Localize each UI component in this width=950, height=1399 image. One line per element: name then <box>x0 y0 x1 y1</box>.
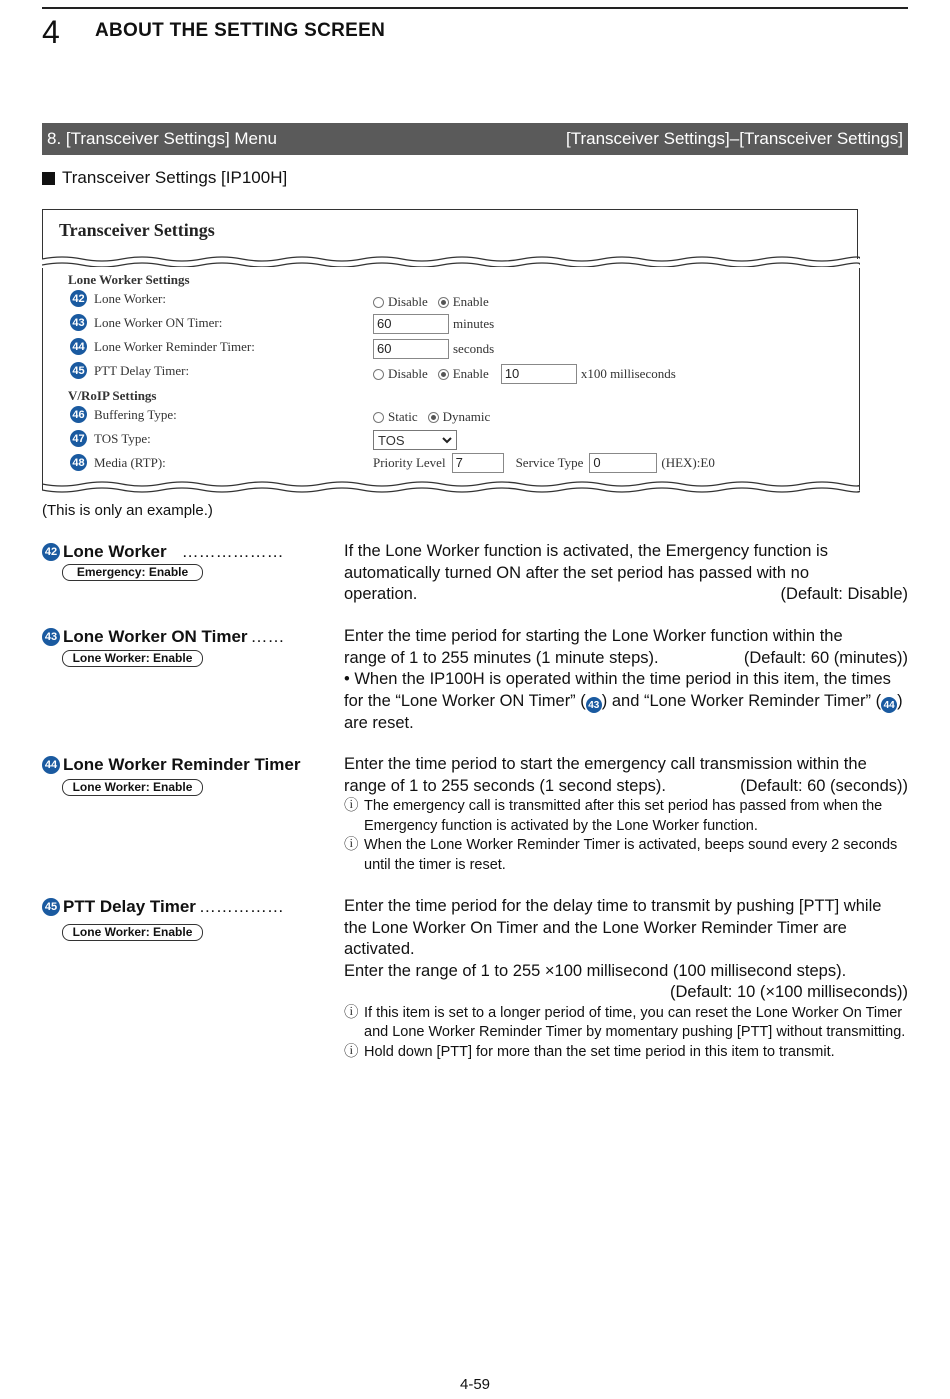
ptt-delay-enable-radio[interactable] <box>438 369 449 380</box>
item-on-timer-description <box>344 626 908 735</box>
screenshot-title-panel <box>42 209 858 259</box>
lone-worker-disable-radio[interactable] <box>373 297 384 308</box>
number-badge-icon: 46 <box>70 406 87 423</box>
torn-edge-top <box>42 255 860 267</box>
bullet-note <box>344 669 908 735</box>
description-text: Enter the range of 1 to 255 ×100 millisecond (100 millisecond steps). <box>344 961 847 980</box>
condition-badge: Lone Worker: Enable <box>62 650 203 667</box>
number-badge-icon: 43 <box>42 628 60 646</box>
default-value: (Default: Disable) <box>780 585 908 603</box>
ptt-delay-input[interactable]: 10 <box>501 364 577 384</box>
top-rule <box>42 7 908 9</box>
number-badge-icon: 42 <box>70 290 87 307</box>
number-badge-icon: 45 <box>70 362 87 379</box>
row-reminder-timer-label <box>70 338 255 355</box>
lone-worker-disable-label: Disable <box>388 294 428 309</box>
ptt-delay-label: PTT Delay Timer: <box>94 362 190 378</box>
voip-settings-heading: V/RoIP Settings <box>68 388 157 403</box>
ptt-delay-control <box>373 364 676 384</box>
buffering-static-radio[interactable] <box>373 412 384 423</box>
row-ptt-delay-label <box>70 362 189 379</box>
info-text: Hold down [PTT] for more than the set time period in this item to transmit. <box>364 1043 835 1060</box>
item-name-text: Lone Worker <box>63 542 167 561</box>
screenshot-body <box>42 268 860 490</box>
row-buffering-label <box>70 406 177 423</box>
info-text: When the Lone Worker Reminder Timer is activated, beeps sound every 2 seconds until the timer is reset. <box>364 837 898 873</box>
page-number: 4-59 <box>459 1376 491 1393</box>
item-on-timer-name <box>42 627 285 647</box>
info-note <box>344 836 908 875</box>
description-text: If the Lone Worker function is activated, the Emergency function is automatically turned ON after the set period has passed with no <box>344 542 828 582</box>
row-media-label <box>70 454 166 471</box>
row-tos-label <box>70 430 151 447</box>
lone-worker-enable-label: Enable <box>452 294 489 309</box>
bullet-text: • When the IP100H is operated within the time period in this item, the times for the “Lone Worker ON Timer” ( <box>344 670 891 710</box>
default-value: (Default: 60 (minutes)) <box>743 648 908 667</box>
menu-bar-right: [Transceiver Settings]–[Transceiver Settings] <box>566 129 903 148</box>
reminder-timer-label: Lone Worker Reminder Timer: <box>94 338 255 354</box>
buffering-dynamic-label: Dynamic <box>442 409 491 424</box>
condition-badge: Lone Worker: Enable <box>62 779 203 796</box>
tos-label: TOS Type: <box>94 430 151 446</box>
service-type-input[interactable]: 0 <box>589 453 657 473</box>
torn-edge-bottom <box>42 481 860 493</box>
service-type-label: Service Type <box>515 455 584 470</box>
default-value: (Default: 60 (seconds)) <box>740 776 908 795</box>
leader-dots: ……………… <box>181 542 284 561</box>
tos-select-value: TOS <box>378 432 405 448</box>
info-icon: ⓘ <box>344 798 359 814</box>
description-text: range of 1 to 255 seconds (1 second steps). <box>344 776 666 795</box>
item-name-text: Lone Worker ON Timer <box>63 627 248 646</box>
info-note <box>344 797 908 836</box>
item-ptt-delay-description <box>344 896 908 1062</box>
ptt-delay-unit: x100 milliseconds <box>580 366 676 381</box>
tos-control <box>373 430 457 450</box>
ptt-delay-disable-radio[interactable] <box>373 369 384 380</box>
buffering-static-label: Static <box>388 409 418 424</box>
default-value: (Default: 10 (×100 milliseconds)) <box>670 983 908 1001</box>
description-default-line <box>344 648 908 670</box>
item-name-text: Lone Worker Reminder Timer <box>63 755 301 774</box>
number-badge-icon: 43 <box>70 314 87 331</box>
buffering-control <box>373 409 490 425</box>
description-text: Enter the time period for starting the Lone Worker function within the <box>344 627 843 645</box>
number-badge-icon: 43 <box>586 697 602 713</box>
description-default-line <box>344 584 908 606</box>
media-label: Media (RTP): <box>94 454 166 470</box>
chevron-down-icon <box>442 437 452 444</box>
description-text: operation. <box>344 585 418 603</box>
priority-level-input[interactable]: 7 <box>452 453 504 473</box>
info-icon: ⓘ <box>344 1004 359 1021</box>
condition-badge: Lone Worker: Enable <box>62 924 203 941</box>
bullet-text: ) are reset. <box>344 691 903 733</box>
info-icon: ⓘ <box>344 837 359 853</box>
number-badge-icon: 42 <box>42 543 60 561</box>
description-default-line <box>344 776 908 798</box>
item-lone-worker-name <box>42 542 284 562</box>
item-reminder-timer-name <box>42 755 300 775</box>
ptt-delay-enable-label: Enable <box>452 366 489 381</box>
item-reminder-timer-description <box>344 754 908 875</box>
square-bullet-icon <box>42 172 55 185</box>
reminder-timer-control <box>373 339 494 359</box>
reminder-timer-unit: seconds <box>453 341 495 356</box>
item-lone-worker-description <box>344 541 908 606</box>
description-text: Enter the time period for the delay time to transmit by pushing [PTT] while the Lone Worker On Timer and the Lone Worker Reminder Timer are activated. <box>344 897 882 958</box>
lone-worker-enable-radio[interactable] <box>438 297 449 308</box>
condition-badge: Emergency: Enable <box>62 564 203 581</box>
bullet-text: ) and “Lone Worker Reminder Timer” ( <box>601 691 882 710</box>
row-on-timer-label <box>70 314 222 331</box>
subheading <box>42 168 287 188</box>
number-badge-icon: 47 <box>70 430 87 447</box>
info-text: The emergency call is transmitted after this set period has passed from when the Emergency function is activated by the Lone Worker function. <box>364 798 883 834</box>
on-timer-control <box>373 314 494 334</box>
screenshot-title: Transceiver Settings <box>59 220 215 240</box>
tos-select[interactable] <box>373 430 457 450</box>
number-badge-icon: 48 <box>70 454 87 471</box>
buffering-label: Buffering Type: <box>94 406 177 422</box>
leader-dots: …………… <box>198 897 284 916</box>
on-timer-input[interactable]: 60 <box>373 314 449 334</box>
number-badge-icon: 44 <box>70 338 87 355</box>
chapter-title: ABOUT THE SETTING SCREEN <box>95 20 386 41</box>
info-note <box>344 1043 908 1063</box>
number-badge-icon: 44 <box>881 697 897 713</box>
chapter-number: 4 <box>42 14 60 50</box>
leader-dots: …… <box>250 627 285 646</box>
media-control <box>373 453 715 473</box>
lone-worker-label: Lone Worker: <box>94 290 166 306</box>
description-text: Enter the time period to start the emergency call transmission within the <box>344 755 867 773</box>
info-icon: ⓘ <box>344 1043 359 1060</box>
number-badge-icon: 45 <box>42 898 60 916</box>
item-ptt-delay-name <box>42 897 284 917</box>
example-note: (This is only an example.) <box>42 502 213 519</box>
reminder-timer-input[interactable]: 60 <box>373 339 449 359</box>
on-timer-label: Lone Worker ON Timer: <box>94 314 223 330</box>
menu-bar <box>42 123 908 155</box>
lone-worker-settings-heading: Lone Worker Settings <box>68 272 190 287</box>
priority-level-label: Priority Level <box>373 455 446 470</box>
number-badge-icon: 44 <box>42 756 60 774</box>
description-text: range of 1 to 255 minutes (1 minute steps). <box>344 648 659 667</box>
buffering-dynamic-radio[interactable] <box>428 412 439 423</box>
on-timer-unit: minutes <box>453 316 495 331</box>
info-text: If this item is set to a longer period of time, you can reset the Lone Worker On Timer and Lone Worker Reminder Timer by momentary pushing [PTT] without transmitting. <box>364 1004 906 1040</box>
ptt-delay-disable-label: Disable <box>388 366 428 381</box>
row-lone-worker-label <box>70 290 166 307</box>
service-type-hex: (HEX):E0 <box>661 455 715 470</box>
lone-worker-control <box>373 294 489 310</box>
menu-bar-left: 8. [Transceiver Settings] Menu <box>47 129 277 148</box>
info-note <box>344 1004 908 1043</box>
item-name-text: PTT Delay Timer <box>63 897 196 916</box>
subheading-text: Transceiver Settings [IP100H] <box>62 168 288 187</box>
